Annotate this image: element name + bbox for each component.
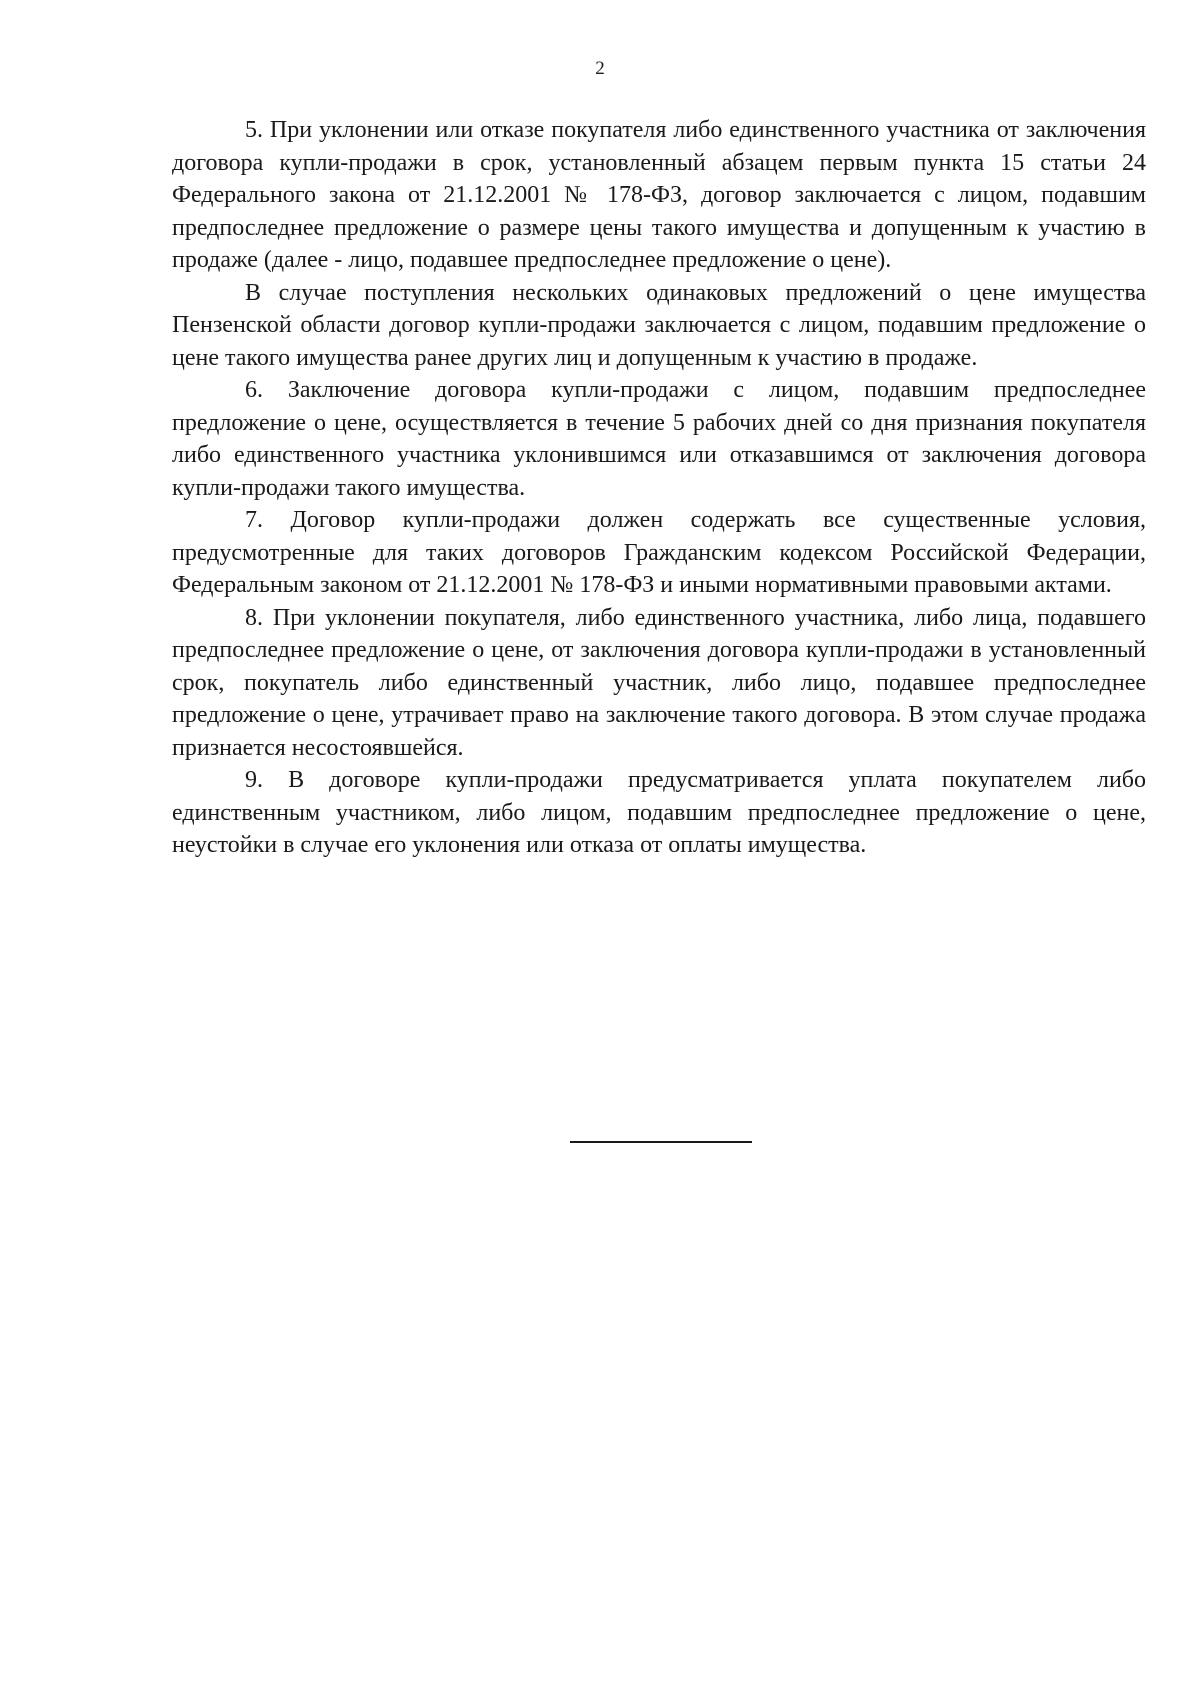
paragraph-clause-9: 9. В договоре купли-продажи предусматривается уплата покупателем либо единственным участником, либо лицом, подавшим предпоследнее предложение о цене, неустойки в случае его уклонения или отказа от оплаты имущества.	[172, 767, 1146, 858]
page-number: 2	[595, 58, 605, 79]
paragraph-clause-8: 8. При уклонении покупателя, либо единственного участника, либо лица, подавшего предпоследнее предложение о цене, от заключения договора купли-продажи в установленный срок, покупатель либо единственный участник, либо лицо, подавшее предпоследнее предложение о цене, утрачивает право на заключение такого договора. В этом случае продажа признается несостоявшейся.	[172, 604, 1146, 761]
closing-divider-line	[570, 1141, 752, 1143]
paragraph-clause-6: 6. Заключение договора купли-продажи с лицом, подавшим предпоследнее предложение о цене, осуществляется в течение 5 рабочих дней со дня признания покупателя либо единственного участника уклонившимся или отказавшимся от заключения договора купли-продажи такого имущества.	[172, 377, 1146, 501]
paragraph-clause-5: 5. При уклонении или отказе покупателя либо единственного участника от заключения договора купли-продажи в срок, установленный абзацем первым пункта 15 статьи 24 Федерального закона от 21.12.2001 № 178-ФЗ, договор заключается с лицом, подавшим предпоследнее предложение о размере цены такого имущества и допущенным к участию в продаже (далее - лицо, подавшее предпоследнее предложение о цене).	[172, 117, 1146, 273]
paragraph-clause-7: 7. Договор купли-продажи должен содержать все существенные условия, предусмотренные для таких договоров Гражданским кодексом Российской Федерации, Федеральным законом от 21.12.2001 № 178-ФЗ и иными нормативными правовыми актами.	[172, 507, 1146, 598]
document-body	[172, 114, 1146, 862]
paragraph-equal-offers: В случае поступления нескольких одинаковых предложений о цене имущества Пензенской области договор купли-продажи заключается с лицом, подавшим предложение о цене такого имущества ранее других лиц и допущенным к участию в продаже.	[172, 279, 1146, 371]
